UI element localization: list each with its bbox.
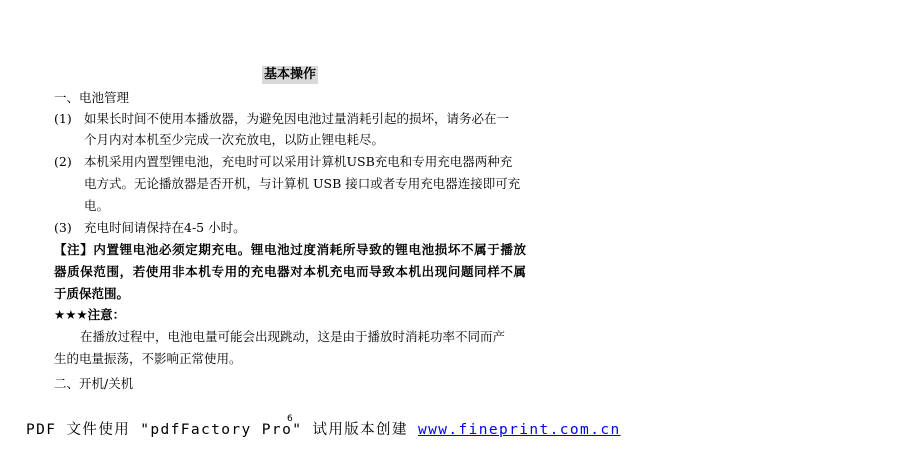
- list-item-1-number: (1): [54, 111, 72, 126]
- list-item-2-line-3: 电。: [84, 198, 110, 213]
- section-heading-power: 二、开机/关机: [54, 376, 134, 391]
- note-line-1: 【注】内置锂电池必须定期充电。锂电池过度消耗所导致的锂电池损坏不属于播放: [54, 242, 526, 257]
- note-line-3: 于质保范围。: [54, 286, 130, 301]
- list-item-2-line-1: [54, 153, 512, 171]
- list-item-3-text: 充电时间请保持在4-5 小时。: [84, 220, 246, 235]
- pdf-footer: [26, 420, 621, 440]
- page-number: 6: [287, 414, 293, 424]
- list-item-2-line-2: 电方式。无论播放器是否开机，与计算机 USB 接口或者专用充电器连接即可充: [84, 176, 521, 191]
- list-item-1-text: 如果长时间不使用本播放器，为避免因电池过量消耗引起的损坏，请务必在一: [84, 111, 510, 126]
- attention-line-2: 生的电量振荡，不影响正常使用。: [54, 351, 242, 366]
- fineprint-link[interactable]: www.fineprint.com.cn: [417, 422, 621, 438]
- footer-text: PDF 文件使用 "pdfFactory Pro" 试用版本创建: [26, 422, 418, 438]
- attention-heading: ★★★注意：: [54, 307, 126, 322]
- attention-line-1: 在播放过程中，电池电量可能会出现跳动，这是由于播放时消耗功率不同而产: [80, 329, 506, 344]
- list-item-1-line-1: [54, 110, 509, 128]
- list-item-3-line-1: [54, 219, 246, 237]
- section-heading-battery: 一、电池管理: [54, 90, 130, 105]
- note-line-2: 器质保范围，若使用非本机专用的充电器对本机充电而导致本机出现问题同样不属: [54, 264, 526, 279]
- list-item-2-number: (2): [54, 154, 72, 169]
- list-item-2-text: 本机采用内置型锂电池，充电时可以采用计算机USB充电和专用充电器两种充: [84, 154, 513, 169]
- document-title: 基本操作: [264, 67, 317, 82]
- list-item-1-line-2: 个月内对本机至少完成一次充放电，以防止锂电耗尽。: [84, 132, 385, 147]
- list-item-3-number: (3): [54, 220, 72, 235]
